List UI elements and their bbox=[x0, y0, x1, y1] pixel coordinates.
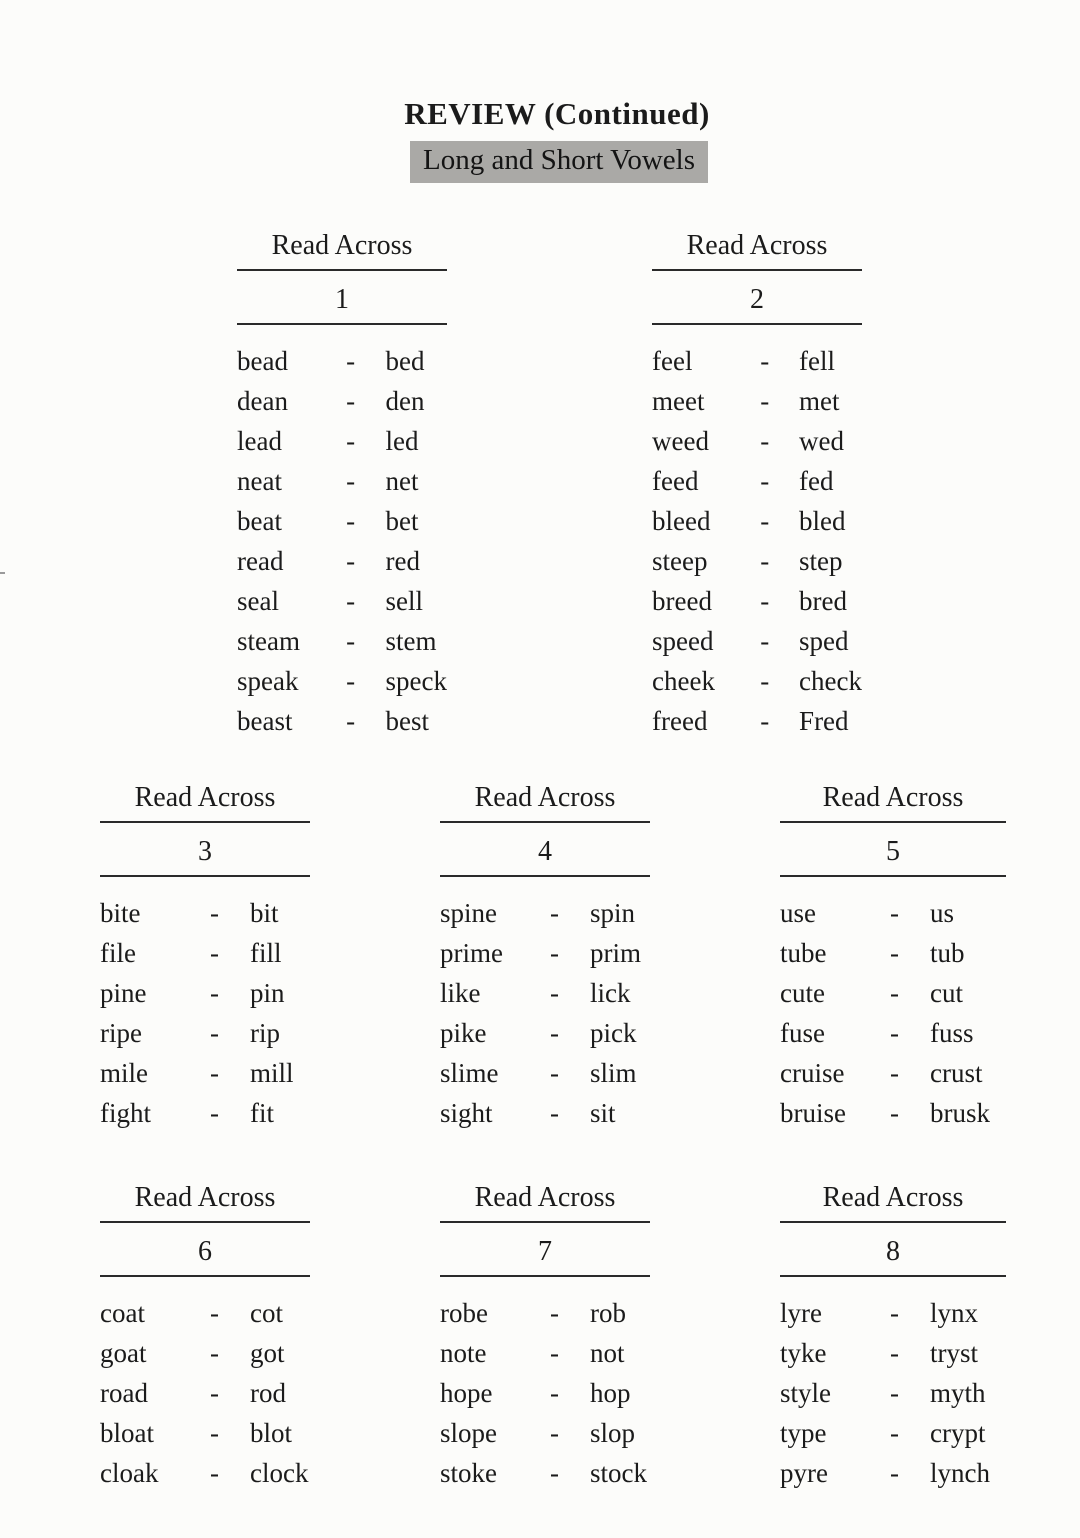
word-pair-row bbox=[100, 1453, 310, 1493]
read-across-section bbox=[652, 229, 862, 741]
short-vowel-word: stock bbox=[590, 1457, 647, 1488]
long-vowel-word: file bbox=[100, 937, 136, 968]
short-vowel-word: fill bbox=[250, 937, 282, 968]
word-pair-row bbox=[652, 621, 862, 661]
word-pair-row bbox=[100, 1293, 310, 1333]
section-header-label: Read Across bbox=[100, 781, 310, 823]
short-vowel-word: bed bbox=[385, 345, 425, 376]
separator-dash: - bbox=[890, 897, 899, 928]
separator-dash: - bbox=[550, 1417, 559, 1448]
word-pairs-table bbox=[652, 341, 862, 741]
separator-dash: - bbox=[890, 1017, 899, 1048]
separator-dash: - bbox=[346, 625, 356, 656]
word-pair-row bbox=[652, 341, 862, 381]
word-pairs-table bbox=[780, 1293, 1006, 1493]
word-pair-row bbox=[780, 1413, 1006, 1453]
separator-dash: - bbox=[890, 1377, 899, 1408]
long-vowel-word: fuse bbox=[780, 1017, 825, 1048]
word-pair-row bbox=[237, 661, 447, 701]
word-pair-row bbox=[237, 501, 447, 541]
long-vowel-word: type bbox=[780, 1417, 827, 1448]
separator-dash: - bbox=[760, 705, 770, 736]
word-pair-row bbox=[237, 381, 447, 421]
word-pair-row bbox=[100, 1413, 310, 1453]
sections-row-3 bbox=[0, 1181, 1080, 1493]
word-pair-row bbox=[780, 1453, 1006, 1493]
short-vowel-word: step bbox=[799, 545, 843, 576]
long-vowel-word: hope bbox=[440, 1377, 493, 1408]
sections-row-1 bbox=[0, 229, 1080, 741]
short-vowel-word: fell bbox=[799, 345, 836, 376]
short-vowel-word: met bbox=[799, 385, 840, 416]
short-vowel-word: bet bbox=[385, 505, 419, 536]
long-vowel-word: slime bbox=[440, 1057, 499, 1088]
long-vowel-word: meet bbox=[652, 385, 705, 416]
word-pair-row bbox=[780, 1373, 1006, 1413]
short-vowel-word: bred bbox=[799, 585, 848, 616]
sections-row-2 bbox=[0, 781, 1080, 1133]
short-vowel-word: spin bbox=[590, 897, 636, 928]
long-vowel-word: ripe bbox=[100, 1017, 142, 1048]
separator-dash: - bbox=[890, 1337, 899, 1368]
word-pairs-table bbox=[100, 893, 310, 1133]
section-header-label: Read Across bbox=[780, 781, 1006, 823]
separator-dash: - bbox=[760, 385, 770, 416]
long-vowel-word: sight bbox=[440, 1097, 493, 1128]
separator-dash: - bbox=[346, 705, 356, 736]
long-vowel-word: steep bbox=[652, 545, 708, 576]
short-vowel-word: tryst bbox=[930, 1337, 979, 1368]
word-pair-row bbox=[652, 581, 862, 621]
word-pair-row bbox=[100, 1093, 310, 1133]
word-pair-row bbox=[780, 1013, 1006, 1053]
long-vowel-word: weed bbox=[652, 425, 709, 456]
read-across-section bbox=[780, 1181, 1006, 1493]
separator-dash: - bbox=[890, 1097, 899, 1128]
long-vowel-word: stoke bbox=[440, 1457, 497, 1488]
long-vowel-word: bleed bbox=[652, 505, 711, 536]
short-vowel-word: lynch bbox=[930, 1457, 990, 1488]
section-number: 8 bbox=[780, 1235, 1006, 1277]
long-vowel-word: tyke bbox=[780, 1337, 827, 1368]
long-vowel-word: tube bbox=[780, 937, 827, 968]
short-vowel-word: us bbox=[930, 897, 955, 928]
word-pairs-table bbox=[440, 893, 650, 1133]
short-vowel-word: bled bbox=[799, 505, 846, 536]
section-number: 5 bbox=[780, 835, 1006, 877]
read-across-section bbox=[237, 229, 447, 741]
short-vowel-word: cut bbox=[930, 977, 963, 1008]
short-vowel-word: lick bbox=[590, 977, 631, 1008]
word-pair-row bbox=[780, 893, 1006, 933]
word-pair-row bbox=[237, 341, 447, 381]
subtitle-highlight: Long and Short Vowels bbox=[410, 141, 708, 183]
separator-dash: - bbox=[760, 425, 770, 456]
word-pair-row bbox=[440, 1093, 650, 1133]
long-vowel-word: beat bbox=[237, 505, 282, 536]
short-vowel-word: slop bbox=[590, 1417, 636, 1448]
long-vowel-word: cute bbox=[780, 977, 825, 1008]
separator-dash: - bbox=[760, 505, 770, 536]
short-vowel-word: bit bbox=[250, 897, 279, 928]
word-pair-row bbox=[237, 701, 447, 741]
long-vowel-word: dean bbox=[237, 385, 288, 416]
long-vowel-word: cloak bbox=[100, 1457, 159, 1488]
section-header-label: Read Across bbox=[780, 1181, 1006, 1223]
long-vowel-word: like bbox=[440, 977, 481, 1008]
separator-dash: - bbox=[210, 977, 219, 1008]
separator-dash: - bbox=[760, 585, 770, 616]
short-vowel-word: slim bbox=[590, 1057, 637, 1088]
scan-artifact bbox=[0, 572, 5, 574]
short-vowel-word: Fred bbox=[799, 705, 849, 736]
long-vowel-word: steam bbox=[237, 625, 300, 656]
short-vowel-word: clock bbox=[250, 1457, 309, 1488]
word-pair-row bbox=[100, 973, 310, 1013]
section-number: 4 bbox=[440, 835, 650, 877]
separator-dash: - bbox=[346, 505, 356, 536]
separator-dash: - bbox=[210, 1017, 219, 1048]
short-vowel-word: fuss bbox=[930, 1017, 974, 1048]
word-pair-row bbox=[237, 421, 447, 461]
separator-dash: - bbox=[210, 1057, 219, 1088]
long-vowel-word: use bbox=[780, 897, 816, 928]
word-pair-row bbox=[780, 1293, 1006, 1333]
separator-dash: - bbox=[346, 545, 356, 576]
read-across-section bbox=[440, 781, 650, 1133]
short-vowel-word: fed bbox=[799, 465, 834, 496]
long-vowel-word: bead bbox=[237, 345, 288, 376]
short-vowel-word: fit bbox=[250, 1097, 274, 1128]
short-vowel-word: best bbox=[385, 705, 430, 736]
separator-dash: - bbox=[210, 1297, 219, 1328]
separator-dash: - bbox=[890, 1417, 899, 1448]
separator-dash: - bbox=[210, 1337, 219, 1368]
long-vowel-word: road bbox=[100, 1377, 148, 1408]
short-vowel-word: wed bbox=[799, 425, 845, 456]
word-pair-row bbox=[100, 1053, 310, 1093]
section-number: 1 bbox=[237, 283, 447, 325]
word-pair-row bbox=[652, 501, 862, 541]
word-pair-row bbox=[100, 1333, 310, 1373]
separator-dash: - bbox=[760, 625, 770, 656]
long-vowel-word: feed bbox=[652, 465, 699, 496]
word-pair-row bbox=[440, 1053, 650, 1093]
separator-dash: - bbox=[210, 937, 219, 968]
read-across-section bbox=[100, 781, 310, 1133]
word-pairs-table bbox=[440, 1293, 650, 1493]
short-vowel-word: pin bbox=[250, 977, 285, 1008]
short-vowel-word: brusk bbox=[930, 1097, 990, 1128]
word-pair-row bbox=[100, 1013, 310, 1053]
long-vowel-word: pine bbox=[100, 977, 147, 1008]
long-vowel-word: feel bbox=[652, 345, 693, 376]
long-vowel-word: beast bbox=[237, 705, 293, 736]
short-vowel-word: rip bbox=[250, 1017, 280, 1048]
separator-dash: - bbox=[890, 1297, 899, 1328]
short-vowel-word: sell bbox=[385, 585, 424, 616]
long-vowel-word: slope bbox=[440, 1417, 497, 1448]
short-vowel-word: speck bbox=[385, 665, 447, 696]
separator-dash: - bbox=[890, 937, 899, 968]
long-vowel-word: pike bbox=[440, 1017, 487, 1048]
word-pairs-table bbox=[100, 1293, 310, 1493]
separator-dash: - bbox=[550, 937, 559, 968]
separator-dash: - bbox=[210, 1417, 219, 1448]
section-header-label: Read Across bbox=[440, 781, 650, 823]
short-vowel-word: red bbox=[385, 545, 420, 576]
word-pair-row bbox=[652, 381, 862, 421]
short-vowel-word: prim bbox=[590, 937, 641, 968]
separator-dash: - bbox=[550, 1097, 559, 1128]
word-pairs-table bbox=[780, 893, 1006, 1133]
word-pair-row bbox=[100, 933, 310, 973]
long-vowel-word: cruise bbox=[780, 1057, 845, 1088]
separator-dash: - bbox=[346, 345, 356, 376]
separator-dash: - bbox=[550, 1017, 559, 1048]
long-vowel-word: lyre bbox=[780, 1297, 822, 1328]
word-pair-row bbox=[440, 1453, 650, 1493]
long-vowel-word: spine bbox=[440, 897, 497, 928]
read-across-section bbox=[780, 781, 1006, 1133]
short-vowel-word: net bbox=[385, 465, 419, 496]
long-vowel-word: speed bbox=[652, 625, 714, 656]
section-number: 3 bbox=[100, 835, 310, 877]
separator-dash: - bbox=[210, 897, 219, 928]
subtitle-container bbox=[19, 141, 1080, 183]
section-header-label: Read Across bbox=[100, 1181, 310, 1223]
short-vowel-word: crypt bbox=[930, 1417, 986, 1448]
short-vowel-word: lynx bbox=[930, 1297, 979, 1328]
word-pair-row bbox=[440, 973, 650, 1013]
word-pair-row bbox=[652, 421, 862, 461]
word-pair-row bbox=[440, 1293, 650, 1333]
word-pair-row bbox=[100, 893, 310, 933]
word-pairs-table bbox=[237, 341, 447, 741]
separator-dash: - bbox=[550, 1337, 559, 1368]
separator-dash: - bbox=[760, 665, 770, 696]
word-pair-row bbox=[237, 581, 447, 621]
section-header-label: Read Across bbox=[440, 1181, 650, 1223]
separator-dash: - bbox=[890, 977, 899, 1008]
read-across-section bbox=[440, 1181, 650, 1493]
short-vowel-word: den bbox=[385, 385, 425, 416]
short-vowel-word: blot bbox=[250, 1417, 293, 1448]
short-vowel-word: crust bbox=[930, 1057, 983, 1088]
short-vowel-word: myth bbox=[930, 1377, 986, 1408]
word-pair-row bbox=[237, 621, 447, 661]
long-vowel-word: cheek bbox=[652, 665, 715, 696]
long-vowel-word: goat bbox=[100, 1337, 147, 1368]
section-number: 6 bbox=[100, 1235, 310, 1277]
word-pair-row bbox=[237, 461, 447, 501]
short-vowel-word: hop bbox=[590, 1377, 631, 1408]
long-vowel-word: note bbox=[440, 1337, 487, 1368]
short-vowel-word: got bbox=[250, 1337, 285, 1368]
long-vowel-word: breed bbox=[652, 585, 712, 616]
word-pair-row bbox=[440, 1413, 650, 1453]
separator-dash: - bbox=[550, 977, 559, 1008]
long-vowel-word: mile bbox=[100, 1057, 148, 1088]
short-vowel-word: led bbox=[385, 425, 419, 456]
long-vowel-word: speak bbox=[237, 665, 299, 696]
read-across-section bbox=[100, 1181, 310, 1493]
separator-dash: - bbox=[550, 897, 559, 928]
long-vowel-word: pyre bbox=[780, 1457, 828, 1488]
short-vowel-word: rob bbox=[590, 1297, 626, 1328]
long-vowel-word: freed bbox=[652, 705, 708, 736]
word-pair-row bbox=[652, 461, 862, 501]
separator-dash: - bbox=[210, 1457, 219, 1488]
short-vowel-word: mill bbox=[250, 1057, 294, 1088]
short-vowel-word: pick bbox=[590, 1017, 637, 1048]
word-pair-row bbox=[440, 1013, 650, 1053]
word-pair-row bbox=[440, 1333, 650, 1373]
separator-dash: - bbox=[760, 465, 770, 496]
short-vowel-word: check bbox=[799, 665, 862, 696]
word-pair-row bbox=[440, 893, 650, 933]
separator-dash: - bbox=[346, 465, 356, 496]
section-number: 2 bbox=[652, 283, 862, 325]
separator-dash: - bbox=[346, 425, 356, 456]
word-pair-row bbox=[780, 973, 1006, 1013]
separator-dash: - bbox=[346, 385, 356, 416]
long-vowel-word: lead bbox=[237, 425, 282, 456]
long-vowel-word: prime bbox=[440, 937, 503, 968]
separator-dash: - bbox=[210, 1097, 219, 1128]
section-number: 7 bbox=[440, 1235, 650, 1277]
page-title: REVIEW (Continued) bbox=[404, 96, 710, 131]
long-vowel-word: seal bbox=[237, 585, 279, 616]
word-pair-row bbox=[652, 661, 862, 701]
separator-dash: - bbox=[550, 1057, 559, 1088]
long-vowel-word: bite bbox=[100, 897, 141, 928]
long-vowel-word: coat bbox=[100, 1297, 145, 1328]
separator-dash: - bbox=[550, 1297, 559, 1328]
separator-dash: - bbox=[550, 1457, 559, 1488]
word-pair-row bbox=[780, 1053, 1006, 1093]
long-vowel-word: bloat bbox=[100, 1417, 154, 1448]
section-header-label: Read Across bbox=[237, 229, 447, 271]
word-pair-row bbox=[100, 1373, 310, 1413]
word-pair-row bbox=[780, 933, 1006, 973]
word-pair-row bbox=[440, 933, 650, 973]
short-vowel-word: tub bbox=[930, 937, 965, 968]
word-pair-row bbox=[652, 701, 862, 741]
separator-dash: - bbox=[760, 545, 770, 576]
word-pair-row bbox=[780, 1093, 1006, 1133]
separator-dash: - bbox=[550, 1377, 559, 1408]
long-vowel-word: robe bbox=[440, 1297, 488, 1328]
long-vowel-word: neat bbox=[237, 465, 282, 496]
word-pair-row bbox=[237, 541, 447, 581]
short-vowel-word: stem bbox=[385, 625, 437, 656]
separator-dash: - bbox=[346, 585, 356, 616]
short-vowel-word: sped bbox=[799, 625, 849, 656]
short-vowel-word: rod bbox=[250, 1377, 286, 1408]
short-vowel-word: cot bbox=[250, 1297, 283, 1328]
separator-dash: - bbox=[210, 1377, 219, 1408]
short-vowel-word: sit bbox=[590, 1097, 616, 1128]
long-vowel-word: style bbox=[780, 1377, 831, 1408]
long-vowel-word: fight bbox=[100, 1097, 151, 1128]
word-pair-row bbox=[440, 1373, 650, 1413]
separator-dash: - bbox=[890, 1057, 899, 1088]
long-vowel-word: bruise bbox=[780, 1097, 846, 1128]
long-vowel-word: read bbox=[237, 545, 284, 576]
word-pair-row bbox=[652, 541, 862, 581]
separator-dash: - bbox=[890, 1457, 899, 1488]
separator-dash: - bbox=[760, 345, 770, 376]
short-vowel-word: not bbox=[590, 1337, 625, 1368]
section-header-label: Read Across bbox=[652, 229, 862, 271]
separator-dash: - bbox=[346, 665, 356, 696]
word-pair-row bbox=[780, 1333, 1006, 1373]
